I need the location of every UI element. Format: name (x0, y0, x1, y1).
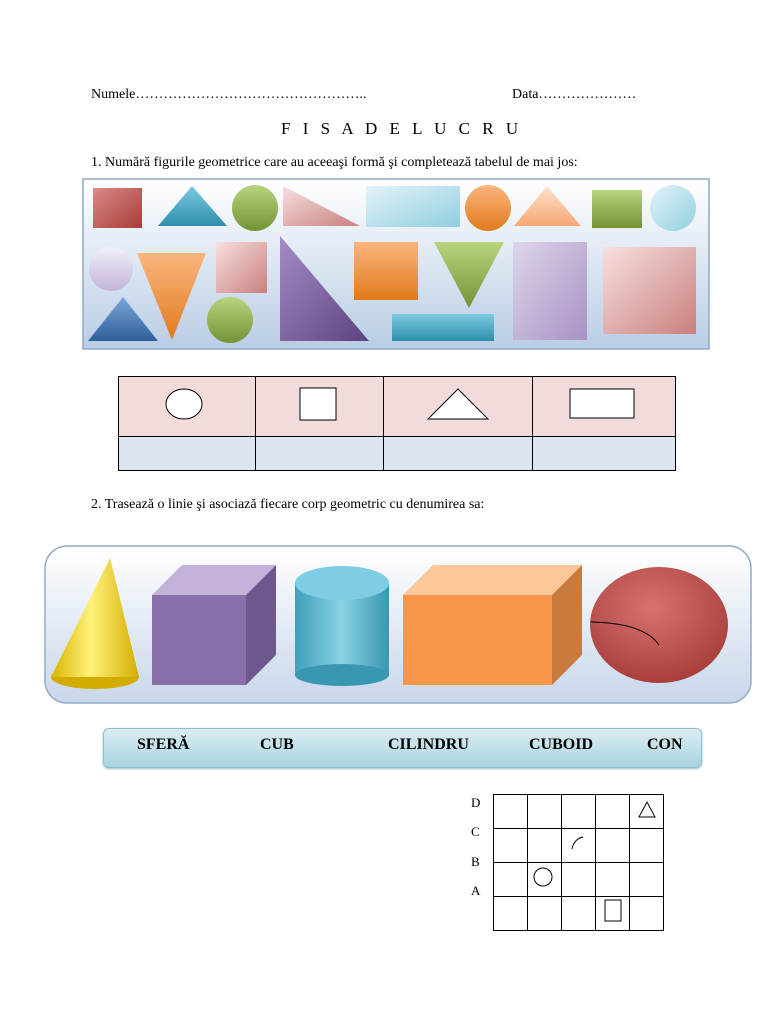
grid-cell[interactable] (562, 863, 596, 897)
table-header-circle (119, 377, 256, 437)
triangle-icon (384, 377, 532, 431)
count-input-circle[interactable] (119, 437, 256, 471)
count-input-rectangle[interactable] (533, 437, 676, 471)
worksheet-title: F I S A D E L U C R U (281, 119, 523, 138)
rectangle-shape (392, 314, 494, 341)
grid-cell[interactable] (562, 795, 596, 829)
cylinder-solid (295, 566, 389, 686)
cube-solid (152, 565, 276, 685)
grid-row-label: B (471, 854, 480, 869)
grid-cell[interactable] (494, 829, 528, 863)
arc-icon (562, 829, 595, 857)
exercise-1-instruction: 1. Numără figurile geometrice care au aceeaşi formă şi completează tabelul de mai jos: (91, 155, 578, 170)
circle-shape (650, 185, 696, 231)
count-input-square[interactable] (256, 437, 384, 471)
count-input-triangle[interactable] (384, 437, 533, 471)
square-shape (93, 188, 142, 228)
table-header-square (256, 377, 384, 437)
grid-cell[interactable] (630, 897, 664, 931)
grid-cell[interactable] (596, 829, 630, 863)
coordinate-grid (493, 794, 664, 931)
grid-cell[interactable] (528, 795, 562, 829)
count-table (118, 376, 676, 471)
rectangle-icon (596, 897, 629, 925)
name-cuboid[interactable]: CUBOID (529, 736, 594, 753)
grid-row-label: D (471, 795, 481, 810)
solids-panel (44, 545, 752, 705)
circle-icon (119, 377, 255, 431)
rectangle-shape (513, 242, 587, 340)
grid-cell[interactable] (596, 897, 630, 931)
grid-cell[interactable] (494, 897, 528, 931)
grid-cell[interactable] (596, 795, 630, 829)
sphere-solid (590, 567, 728, 683)
grid-cell[interactable] (528, 863, 562, 897)
grid-cell[interactable] (494, 863, 528, 897)
cuboid-solid (403, 565, 582, 685)
table-header-triangle (384, 377, 533, 437)
square-shape (216, 242, 267, 293)
exercise-2-instruction: 2. Trasează o linie şi asociază fiecare corp geometric cu denumirea sa: (91, 497, 485, 512)
solid-names-bar (103, 728, 702, 768)
date-field-label: Data………………… (512, 87, 637, 102)
name-field-label: Numele………………………………………….. (91, 87, 367, 102)
shapes-panel (82, 178, 710, 350)
grid-cell[interactable] (528, 897, 562, 931)
circle-shape (465, 185, 511, 231)
grid-cell[interactable] (630, 863, 664, 897)
square-shape (354, 242, 418, 300)
grid-cell[interactable] (630, 795, 664, 829)
square-shape (603, 247, 696, 334)
grid-row-label: A (471, 883, 481, 898)
circle-shape (89, 247, 133, 291)
grid-cell[interactable] (528, 829, 562, 863)
grid-cell[interactable] (562, 897, 596, 931)
name-cilindru[interactable]: CILINDRU (388, 736, 469, 753)
square-icon (256, 377, 383, 431)
circle-icon (528, 863, 561, 891)
circle-shape (232, 185, 278, 231)
grid-cell[interactable] (494, 795, 528, 829)
grid-cell[interactable] (630, 829, 664, 863)
grid-cell[interactable] (596, 863, 630, 897)
grid-cell[interactable] (562, 829, 596, 863)
square-shape (592, 190, 642, 228)
grid-row-label: C (471, 824, 480, 839)
name-sfera[interactable]: SFERĂ (137, 736, 190, 753)
rectangle-icon (533, 377, 675, 431)
triangle-icon (630, 795, 663, 823)
name-con[interactable]: CON (647, 736, 683, 753)
name-cub[interactable]: CUB (260, 736, 294, 753)
circle-shape (207, 297, 253, 343)
rectangle-shape (366, 186, 460, 227)
table-header-rectangle (533, 377, 676, 437)
